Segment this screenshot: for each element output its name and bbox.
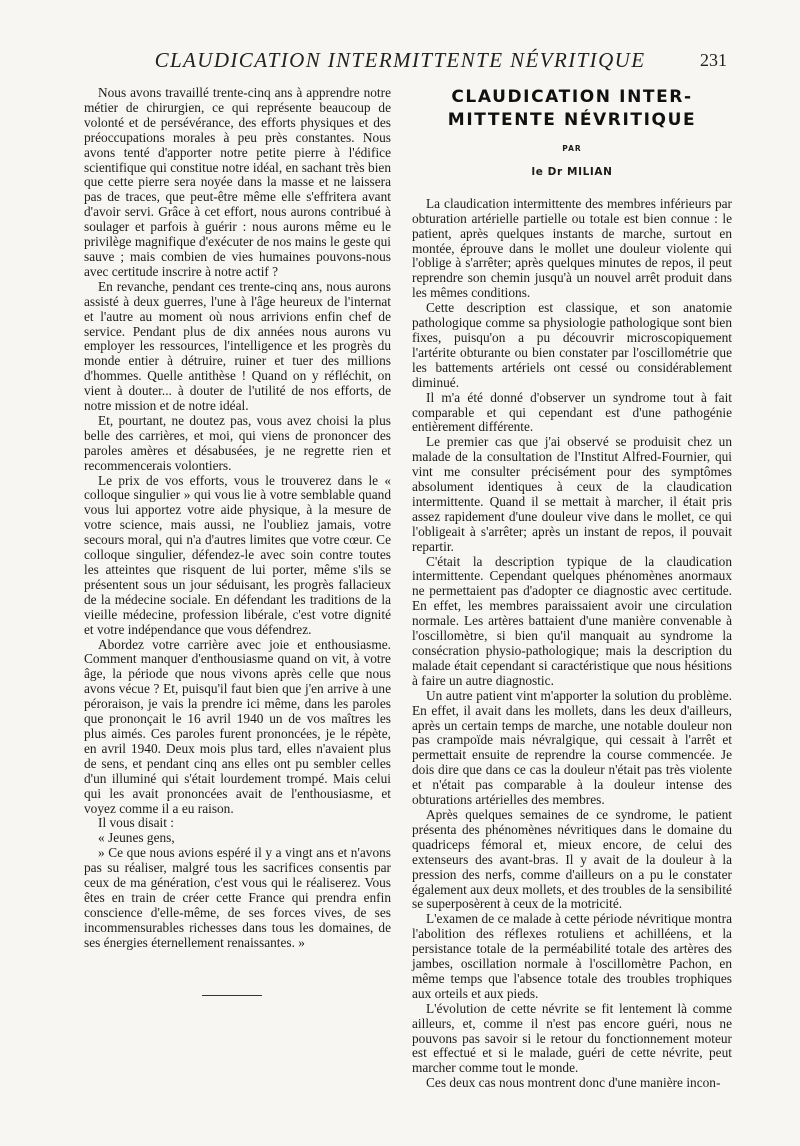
- left-column: [84, 86, 391, 996]
- paragraph: « Jeunes gens,: [98, 830, 175, 846]
- paragraph: Le prix de vos efforts, vous le trouverez dans le « colloque singulier » qui vous lie à votre semblable quand vous lui apportez votre aide physique, à la mesure de votre science, mais aussi, ne l'oubliez jamais, votre secours moral, qui n'a d'autres limites que votre cœur. Ce colloque singulier, défendez-le avec soin contre toutes les atteintes que risquent de lui porter, même s'ils se présentent sous un jour séduisant, les progrès fallacieux de la médecine sociale. En défendant les traditions de la vieille médecine, profession libérale, c'est votre dignité et votre indépendance que vous défendrez.: [84, 472, 391, 637]
- section-end-rule: [202, 995, 262, 996]
- paragraph: La claudication intermittente des membres inférieurs par obturation artérielle partielle ou totale est bien connue : le patient, après quelques instants de marche, surtout en montée, éprouve dans le mollet une douleur violente qui l'oblige à s'arrêter; après quelques minutes de repos, il peut reprendre son chemin jusqu'à un nouvel arrêt produit dans les mêmes conditions.: [412, 195, 732, 301]
- paragraph: Abordez votre carrière avec joie et enthousiasme. Comment manquer d'enthousiasme quand on vit, à votre âge, la période que nous vivons après celle que nous avons vécue ? Et, puisqu'il faut bien que j'en arrive à une péroraison, je vais la prendre ici même, dans les paroles que prononçait le 16 avril 1940 un de vos maîtres les plus aimés. Ces paroles furent prononcées, je le répète, en avril 1940. Deux mois plus tard, elles n'avaient plus de sens, et pendant cinq ans elles ont pu sembler celles d'un illuminé qui s'était lourdement trompé. Mais celui qui les avait prononcées avait de l'enthousiasme, et voyez comme il a eu raison.: [84, 636, 391, 816]
- paragraph: Et, pourtant, ne doutez pas, vous avez choisi la plus belle des carrières, et moi, qui viens de prononcer des paroles amères et désabusées, je ne regrette rien et recommencerais volontiers.: [84, 412, 391, 473]
- paragraph: Il m'a été donné d'observer un syndrome tout à fait comparable et qui cependant est d'une pathogénie entièrement différente.: [412, 389, 732, 435]
- paragraph: Nous avons travaillé trente-cinq ans à apprendre notre métier de chirurgien, ce qui représente beaucoup de volonté et de persévérance, des efforts physiques et des préoccupations morales à peu près constantes. Nous avons tenté d'apporter notre petite pierre à l'édifice scientifique qui constitue notre idéal, en sachant très bien que cette pierre sera noyée dans la masse et ne laissera pas de traces, que peut-être même elle s'effritera avant d'avoir servi. Grâce à cet effort, nous aurons contribué à soulager et parfois à guérir : nous aurons même eu le privilège magnifique d'exécuter de nos mains le geste qui sauve ; mais combien de vies humaines pouvons-nous avec certitude inscrire à notre actif ?: [84, 85, 391, 279]
- paragraph: Après quelques semaines de ce syndrome, le patient présenta des phénomènes névritiques dans le domaine du quadriceps fémoral et, mieux encore, de celui des extenseurs des avant-bras. Il y avait de la douleur à la pression des nerfs, comme d'ailleurs on a pu le constater également aux deux mollets, et des troubles de la sensibilité se superposèrent à ceux de la motricité.: [412, 806, 732, 912]
- running-title: CLAUDICATION INTERMITTENTE NÉVRITIQUE: [154, 48, 646, 72]
- byline-by: PAR: [562, 144, 582, 153]
- paragraph: En revanche, pendant ces trente-cinq ans, nous aurons assisté à deux guerres, l'une à l'âge heureux de l'internat et l'autre au moment où nous arrivions enfin chef de service. Pendant plus de dix années nous aurons vu employer les ressources, l'intelligence et les progrès du monde entier à détruire, ruiner et tuer des millions d'hommes. Quelle antithèse ! Quand on y réfléchit, on vient à douter... à douter de l'utilité de nos efforts, de notre mission et de notre idéal.: [84, 278, 391, 414]
- paragraph: L'examen de ce malade à cette période névritique montra l'abolition des réflexes rotuliens et achilléens, et la persistance totale de la perméabilité totale des artères des jambes, oscillation normale à l'oscillomètre Pachon, en même temps que l'absence totale des troubles trophiques aux orteils et aux pieds.: [412, 911, 732, 1001]
- right-column: [412, 86, 732, 1091]
- page-number: 231: [700, 50, 727, 70]
- paragraph: Ces deux cas nous montrent donc d'une manière incon-: [426, 1075, 721, 1091]
- article-title: [412, 86, 732, 132]
- article-title-line: MITTENTE NÉVRITIQUE: [447, 110, 697, 130]
- running-header: [0, 48, 800, 80]
- paragraph: Le premier cas que j'ai observé se produisit chez un malade de la consultation de l'Institut Alfred-Fournier, qui vint me consulter précisément pour des symptômes absolument identiques à ceux de la claudication intermittente. Quand il se mettait à marcher, il était pris assez rapidement d'une douleur vive dans le mollet, ce qui l'obligeait à s'arrêter; après un instant de repos, il pouvait repartir.: [412, 434, 732, 554]
- byline-author: le Dr MILIAN: [531, 165, 613, 178]
- paragraph: C'était la description typique de la claudication intermittente. Cependant quelques phénomènes anormaux ne permettaient pas d'adopter ce diagnostic avec certitude. En effet, les membres paraissaient avoir une circulation normale. Les artères battaient d'une manière convenable à l'oscillomètre, si bien qu'il manquait au syndrome la consécration physio-pathologique; mais la description du malade était cependant si caractéristique que nous hésitions à faire un autre diagnostic.: [412, 553, 732, 688]
- paragraph: Il vous disait :: [98, 815, 174, 831]
- paragraph: Un autre patient vint m'apporter la solution du problème. En effet, il avait dans les mollets, dans les deux d'ailleurs, après un certain temps de marche, une notable douleur non pas crampoïde mais névralgique, qui cessait à l'arrêt et permettait ensuite de reprendre la course commencée. Je dois dire que dans ce cas la douleur n'était pas très violente et n'était pas comparable à la douleur intense des obturations artérielles des membres.: [412, 687, 732, 808]
- paragraph: » Ce que nous avions espéré il y a vingt ans et n'avons pas su réaliser, malgré tous les sacrifices consentis par ceux de ma génération, c'est vous qui le réaliserez. Vous êtes en train de créer cette France qui prendra enfin conscience d'elle-même, de ses forces vives, de ses incommensurables richesses dans tous les domaines, de ses énergies éternellement renaissantes. »: [84, 845, 391, 950]
- article-title-line: CLAUDICATION INTER-: [451, 87, 693, 107]
- paragraph: L'évolution de cette névrite se fit lentement là comme ailleurs, et, comme il n'est pas encore guéri, nous ne pouvons pas savoir si le retour du fonctionnement moteur est effectué et si le malade, guéri de cette névrite, peut marcher comme tout le monde.: [412, 1000, 732, 1076]
- paragraph: Cette description est classique, et son anatomie pathologique comme sa physiologie pathologique sont bien fixes, puisqu'on a pu découvrir microscopiquement l'artérite obturante ou bien constater par l'oscillométrie que les battements artériels ont cessé ou considérablement diminué.: [412, 300, 732, 390]
